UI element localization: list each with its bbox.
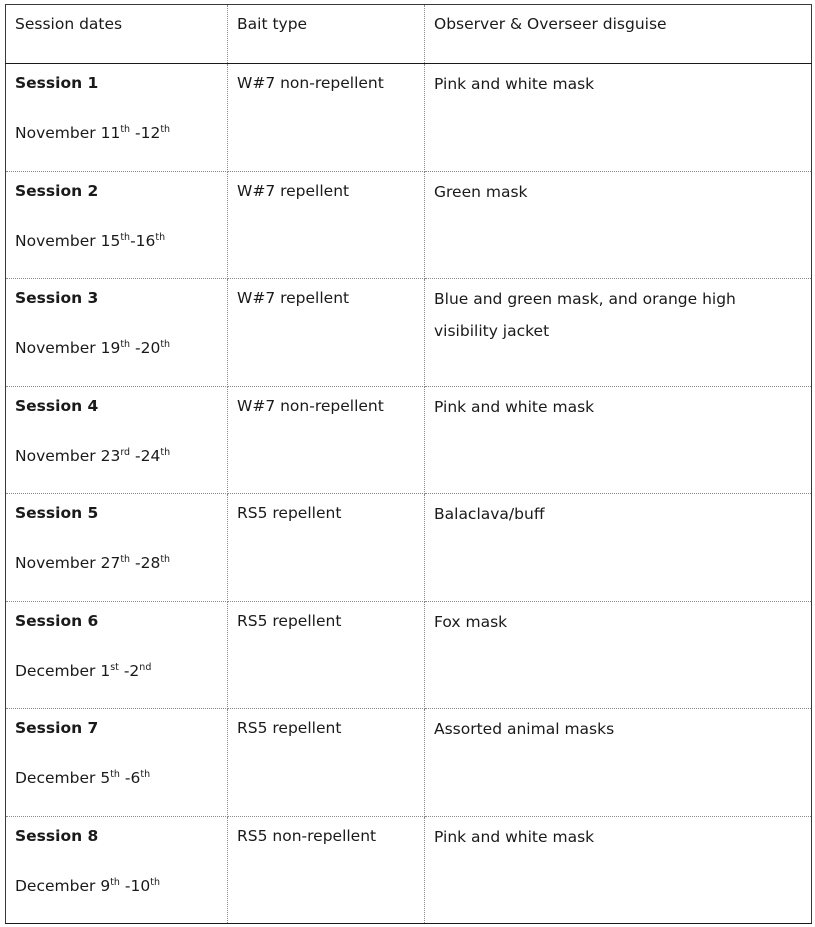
table-row	[6, 64, 812, 172]
date-separator: -	[130, 339, 141, 357]
table-header-row	[6, 5, 812, 64]
date-end-suffix: th	[160, 446, 171, 458]
session-name: Session 1	[15, 74, 99, 92]
session-date	[15, 123, 218, 144]
table-row	[6, 386, 812, 494]
header-session-dates: Session dates	[6, 5, 228, 64]
date-month: November	[15, 446, 96, 465]
date-end-day: 16	[135, 231, 156, 250]
header-disguise: Observer & Overseer disguise	[425, 5, 812, 64]
session-name: Session 3	[15, 289, 99, 307]
date-separator: -	[130, 124, 141, 142]
session-dates-cell	[6, 64, 228, 172]
date-month: November	[15, 231, 96, 250]
table-row	[6, 494, 812, 602]
bait-type-cell: RS5 repellent	[228, 601, 425, 709]
date-separator: -	[119, 876, 131, 895]
date-end-day: 2	[129, 661, 140, 680]
session-date	[15, 338, 218, 359]
date-start-day: 15	[100, 231, 121, 250]
table-row	[6, 601, 812, 709]
date-month: December	[15, 769, 96, 787]
table-row	[6, 171, 812, 279]
date-start-day: 27	[100, 554, 121, 572]
bait-type-cell: RS5 non-repellent	[228, 816, 425, 924]
table-row	[6, 279, 812, 387]
date-end-suffix: nd	[139, 661, 152, 673]
session-dates-cell	[6, 279, 228, 387]
date-separator: -	[118, 661, 130, 680]
date-end-day: 24	[140, 446, 161, 465]
session-name: Session 2	[15, 181, 99, 200]
disguise-cell	[425, 709, 812, 817]
session-date	[15, 231, 218, 252]
date-start-suffix: rd	[120, 446, 131, 458]
date-start-suffix: th	[110, 769, 120, 780]
date-start-day: 11	[100, 124, 121, 142]
session-name: Session 8	[15, 826, 99, 845]
date-start-day: 23	[100, 446, 121, 465]
session-dates-cell	[6, 386, 228, 494]
session-dates-cell	[6, 709, 228, 817]
date-start-day: 5	[100, 769, 111, 787]
date-start-suffix: st	[110, 661, 119, 673]
date-end-suffix: th	[160, 124, 171, 135]
date-end-suffix: th	[155, 231, 166, 243]
session-name: Session 6	[15, 611, 99, 630]
disguise-cell	[425, 494, 812, 602]
date-start-day: 9	[100, 876, 111, 895]
date-start-day: 1	[100, 661, 111, 680]
disguise-text: Pink and white mask	[434, 827, 595, 846]
session-date	[15, 768, 218, 789]
date-end-day: 12	[140, 124, 161, 142]
date-start-suffix: th	[110, 876, 120, 888]
disguise-cell	[425, 601, 812, 709]
bait-type-cell: RS5 repellent	[228, 494, 425, 602]
session-date	[15, 876, 218, 897]
session-name: Session 4	[15, 396, 99, 415]
date-month: December	[15, 876, 96, 895]
date-start-day: 19	[100, 339, 121, 357]
disguise-cell	[425, 171, 812, 279]
disguise-cell	[425, 386, 812, 494]
session-name: Session 7	[15, 719, 99, 737]
disguise-cell	[425, 279, 812, 387]
date-month: November	[15, 339, 96, 357]
date-separator: -	[130, 446, 141, 465]
date-month: December	[15, 661, 96, 680]
date-end-day: 28	[140, 554, 161, 572]
date-start-suffix: th	[120, 231, 131, 243]
session-table	[5, 4, 812, 924]
date-start-suffix: th	[120, 124, 131, 135]
date-end-suffix: th	[160, 554, 171, 565]
date-separator: -	[130, 231, 136, 250]
session-date	[15, 553, 218, 574]
date-separator: -	[130, 554, 141, 572]
bait-type-cell: W#7 repellent	[228, 279, 425, 387]
bait-type-cell: RS5 repellent	[228, 709, 425, 817]
date-end-suffix: th	[160, 339, 171, 350]
date-start-suffix: th	[120, 339, 131, 350]
table-row	[6, 816, 812, 924]
date-month: November	[15, 124, 96, 142]
date-end-day: 10	[130, 876, 151, 895]
disguise-text: Green mask	[434, 182, 528, 201]
disguise-text: Assorted animal masks	[434, 720, 615, 738]
disguise-text: Pink and white mask	[434, 397, 595, 416]
disguise-cell	[425, 816, 812, 924]
disguise-text: Fox mask	[434, 612, 508, 631]
session-dates-cell	[6, 171, 228, 279]
disguise-cell	[425, 64, 812, 172]
date-end-day: 6	[130, 769, 141, 787]
disguise-text: Pink and white mask	[434, 75, 595, 93]
session-name: Session 5	[15, 504, 99, 522]
date-month: November	[15, 554, 96, 572]
table-row	[6, 709, 812, 817]
date-end-suffix: th	[150, 876, 160, 888]
date-end-suffix: th	[140, 769, 151, 780]
session-date	[15, 661, 218, 682]
date-end-day: 20	[140, 339, 161, 357]
disguise-text: Balaclava/buff	[434, 505, 545, 523]
date-separator: -	[119, 769, 131, 787]
session-dates-cell	[6, 494, 228, 602]
disguise-text: Blue and green mask, and orange high visibility jacket	[434, 290, 736, 340]
bait-type-cell: W#7 repellent	[228, 171, 425, 279]
session-date	[15, 446, 218, 467]
header-bait-type: Bait type	[228, 5, 425, 64]
session-dates-cell	[6, 601, 228, 709]
session-dates-cell	[6, 816, 228, 924]
bait-type-cell: W#7 non-repellent	[228, 386, 425, 494]
date-start-suffix: th	[120, 554, 131, 565]
table-body	[6, 64, 812, 924]
bait-type-cell: W#7 non-repellent	[228, 64, 425, 172]
